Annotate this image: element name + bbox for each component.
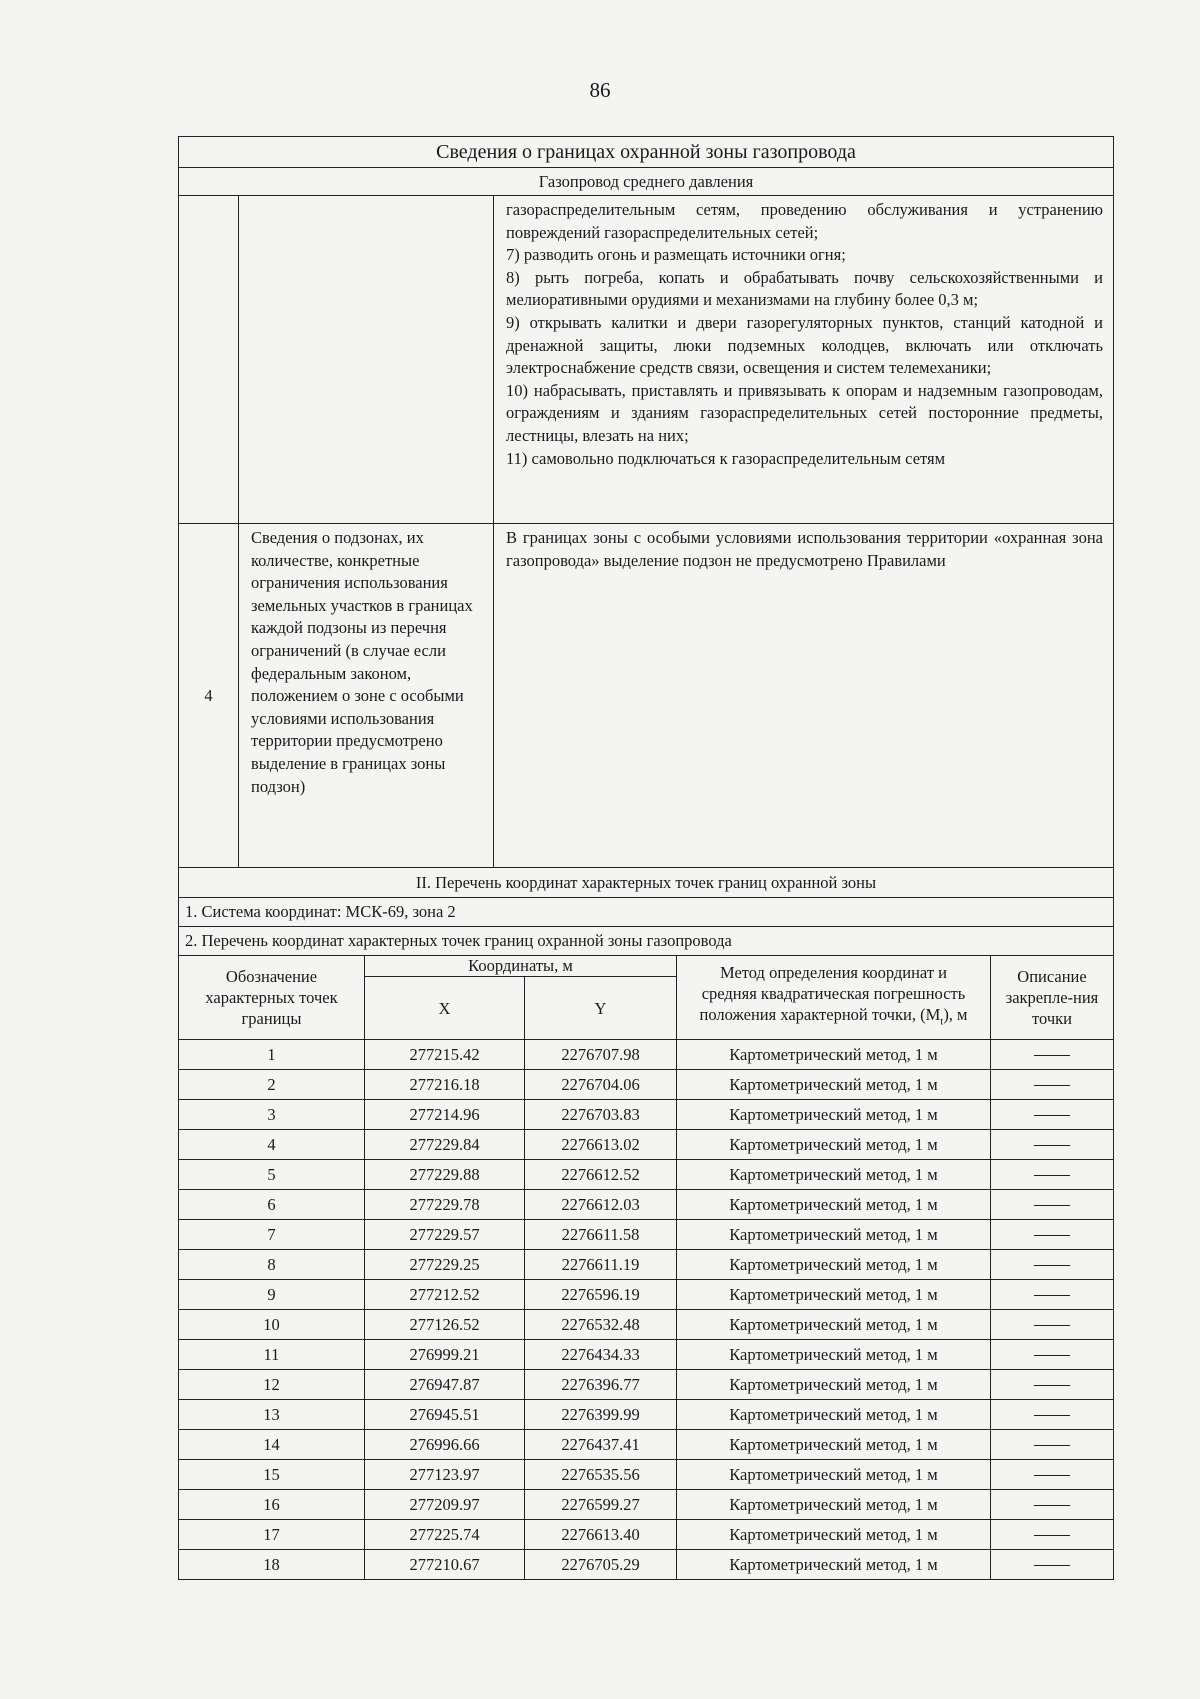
empty-dash [1034, 1355, 1070, 1356]
method-cell: Картометрический метод, 1 м [677, 1340, 991, 1370]
method-cell: Картометрический метод, 1 м [677, 1100, 991, 1130]
table-row [179, 1400, 1114, 1430]
x-coordinate-cell: 276947.87 [365, 1370, 525, 1400]
table-row [179, 1250, 1114, 1280]
method-cell: Картометрический метод, 1 м [677, 1040, 991, 1070]
x-coordinate-cell: 277229.78 [365, 1190, 525, 1220]
empty-dash [1034, 1145, 1070, 1146]
description-cell [991, 1490, 1114, 1520]
y-coordinate-cell: 2276599.27 [525, 1490, 677, 1520]
x-coordinate-cell: 277214.96 [365, 1100, 525, 1130]
y-coordinate-cell: 2276535.56 [525, 1460, 677, 1490]
x-coordinate-cell: 276999.21 [365, 1340, 525, 1370]
point-number-cell: 5 [179, 1160, 365, 1190]
y-coordinate-cell: 2276703.83 [525, 1100, 677, 1130]
description-cell [991, 1220, 1114, 1250]
description-cell [991, 1100, 1114, 1130]
y-coordinate-cell: 2276596.19 [525, 1280, 677, 1310]
page-number: 86 [589, 78, 611, 102]
header-method-end: ), м [943, 1005, 968, 1025]
table-row [179, 1280, 1114, 1310]
point-number-cell: 3 [179, 1100, 365, 1130]
empty-dash [1034, 1445, 1070, 1446]
point-number-cell: 15 [179, 1460, 365, 1490]
subzones-label-cell [239, 524, 494, 868]
coordinates-table [178, 867, 1114, 1580]
description-cell [991, 1370, 1114, 1400]
empty-dash [1034, 1475, 1070, 1476]
table-row [179, 1550, 1114, 1580]
x-coordinate-cell: 277123.97 [365, 1460, 525, 1490]
method-cell: Картометрический метод, 1 м [677, 1070, 991, 1100]
y-coordinate-cell: 2276532.48 [525, 1310, 677, 1340]
point-number-cell: 6 [179, 1190, 365, 1220]
point-number-cell: 16 [179, 1490, 365, 1520]
empty-dash [1034, 1535, 1070, 1536]
y-coordinate-cell: 2276704.06 [525, 1070, 677, 1100]
method-cell: Картометрический метод, 1 м [677, 1550, 991, 1580]
points-list-title: 2. Перечень координат характерных точек границ охранной зоны газопровода [179, 927, 1114, 956]
header-method-subscript: t [940, 1015, 944, 1028]
point-number-cell: 9 [179, 1280, 365, 1310]
restriction-item: газораспределительным сетям, проведению обслуживания и устранению повреждений газораспределительных сетей; [506, 200, 1103, 242]
table-row [179, 1070, 1114, 1100]
empty-dash [1034, 1265, 1070, 1266]
x-coordinate-cell: 277212.52 [365, 1280, 525, 1310]
restrictions-cell [494, 196, 1114, 524]
restriction-item: 9) открывать калитки и двери газорегуляторных пунктов, станций катодной и дренажной защиты, люки подземных колодцев, включать или отключать электроснабжение средств связи, освещения и систем телемеханики; [506, 312, 1103, 378]
subzones-text-cell [494, 524, 1114, 868]
table-row [179, 1460, 1114, 1490]
empty-dash [1034, 1325, 1070, 1326]
method-cell: Картометрический метод, 1 м [677, 1130, 991, 1160]
header-coordinates: Координаты, м [365, 956, 677, 977]
point-number-cell: 2 [179, 1070, 365, 1100]
empty-dash [1034, 1505, 1070, 1506]
subzones-label: Сведения о подзонах, их количестве, конкретные ограничения использования земельных участков в границах каждой подзоны из перечня ограничений (в случае если федеральным законом, положением о зоне с особыми условиями использования территории предусмотрено выделение в границах зоны подзон) [251, 528, 473, 796]
method-cell: Картометрический метод, 1 м [677, 1310, 991, 1340]
y-coordinate-cell: 2276399.99 [525, 1400, 677, 1430]
restriction-item: 8) рыть погреба, копать и обрабатывать почву сельскохозяйственными и мелиоративными орудиями и механизмами на глубину более 0,3 м; [506, 267, 1103, 310]
point-number-cell: 18 [179, 1550, 365, 1580]
y-coordinate-cell: 2276396.77 [525, 1370, 677, 1400]
description-cell [991, 1520, 1114, 1550]
zone-info-table [178, 136, 1114, 868]
header-description: Описание закрепле-ния точки [991, 956, 1114, 1040]
header-method [677, 956, 991, 1040]
empty-dash [1034, 1115, 1070, 1116]
restrictions-continuation-row [179, 196, 1114, 524]
table-row [179, 1490, 1114, 1520]
method-cell: Картометрический метод, 1 м [677, 1220, 991, 1250]
y-coordinate-cell: 2276434.33 [525, 1340, 677, 1370]
x-coordinate-cell: 277225.74 [365, 1520, 525, 1550]
y-coordinate-cell: 2276613.40 [525, 1520, 677, 1550]
point-number-cell: 7 [179, 1220, 365, 1250]
description-cell [991, 1340, 1114, 1370]
subzones-row [179, 524, 1114, 868]
description-cell [991, 1280, 1114, 1310]
description-cell [991, 1430, 1114, 1460]
empty-dash [1034, 1235, 1070, 1236]
description-cell [991, 1190, 1114, 1220]
restriction-item: 10) набрасывать, приставлять и привязывать к опорам и надземным газопроводам, ограждениям и зданиям газораспределительных сетей посторонние предметы, лестницы, влезать на них; [506, 380, 1103, 445]
header-y: Y [525, 977, 677, 1040]
description-cell [991, 1070, 1114, 1100]
description-cell [991, 1250, 1114, 1280]
table-row [179, 1370, 1114, 1400]
y-coordinate-cell: 2276611.19 [525, 1250, 677, 1280]
x-coordinate-cell: 277126.52 [365, 1310, 525, 1340]
x-coordinate-cell: 277229.25 [365, 1250, 525, 1280]
x-coordinate-cell: 277209.97 [365, 1490, 525, 1520]
description-cell [991, 1160, 1114, 1190]
empty-dash [1034, 1415, 1070, 1416]
method-cell: Картометрический метод, 1 м [677, 1280, 991, 1310]
document-subtitle: Газопровод среднего давления [179, 168, 1114, 196]
point-number-cell: 17 [179, 1520, 365, 1550]
table-row [179, 1160, 1114, 1190]
method-cell: Картометрический метод, 1 м [677, 1250, 991, 1280]
table-row [179, 1430, 1114, 1460]
method-cell: Картометрический метод, 1 м [677, 1430, 991, 1460]
method-cell: Картометрический метод, 1 м [677, 1190, 991, 1220]
point-number-cell: 14 [179, 1430, 365, 1460]
empty-dash [1034, 1175, 1070, 1176]
method-cell: Картометрический метод, 1 м [677, 1460, 991, 1490]
table-row [179, 1130, 1114, 1160]
row-number-cell: 4 [179, 524, 239, 868]
table-row [179, 1190, 1114, 1220]
y-coordinate-cell: 2276612.52 [525, 1160, 677, 1190]
document-sheet [178, 136, 1114, 1580]
x-coordinate-cell: 277229.84 [365, 1130, 525, 1160]
description-cell [991, 1040, 1114, 1070]
point-number-cell: 1 [179, 1040, 365, 1070]
x-coordinate-cell: 277216.18 [365, 1070, 525, 1100]
table-row [179, 1040, 1114, 1070]
method-cell: Картометрический метод, 1 м [677, 1160, 991, 1190]
description-cell [991, 1400, 1114, 1430]
y-coordinate-cell: 2276613.02 [525, 1130, 677, 1160]
document-title: Сведения о границах охранной зоны газопровода [179, 137, 1114, 168]
points-body [179, 1040, 1114, 1580]
table-row [179, 1520, 1114, 1550]
header-method-text: Метод определения координат и средняя квадратическая погрешность положения характерной точки, (M [699, 963, 966, 1025]
empty-dash [1034, 1565, 1070, 1566]
table-row [179, 1220, 1114, 1250]
row-number-cell [179, 196, 239, 524]
point-number-cell: 8 [179, 1250, 365, 1280]
point-number-cell: 4 [179, 1130, 365, 1160]
table-row [179, 1340, 1114, 1370]
point-number-cell: 13 [179, 1400, 365, 1430]
header-x: X [365, 977, 525, 1040]
point-number-cell: 12 [179, 1370, 365, 1400]
empty-dash [1034, 1205, 1070, 1206]
description-cell [991, 1130, 1114, 1160]
description-cell [991, 1460, 1114, 1490]
y-coordinate-cell: 2276707.98 [525, 1040, 677, 1070]
y-coordinate-cell: 2276437.41 [525, 1430, 677, 1460]
method-cell: Картометрический метод, 1 м [677, 1400, 991, 1430]
empty-dash [1034, 1385, 1070, 1386]
x-coordinate-cell: 277229.88 [365, 1160, 525, 1190]
table-row [179, 1310, 1114, 1340]
method-cell: Картометрический метод, 1 м [677, 1370, 991, 1400]
point-number-cell: 10 [179, 1310, 365, 1340]
restriction-item: 11) самовольно подключаться к газораспределительным сетям [506, 448, 946, 468]
header-point: Обозначение характерных точек границы [179, 956, 365, 1040]
x-coordinate-cell: 276996.66 [365, 1430, 525, 1460]
section-title: II. Перечень координат характерных точек границ охранной зоны [179, 868, 1114, 898]
description-cell [991, 1550, 1114, 1580]
subzones-text: В границах зоны с особыми условиями использования территории «охранная зона газопровода» выделение подзон не предусмотрено Правилами [506, 528, 1103, 570]
point-number-cell: 11 [179, 1340, 365, 1370]
empty-dash [1034, 1055, 1070, 1056]
restrictions-text [494, 196, 1113, 470]
x-coordinate-cell: 277229.57 [365, 1220, 525, 1250]
table-row [179, 1100, 1114, 1130]
y-coordinate-cell: 2276705.29 [525, 1550, 677, 1580]
description-cell [991, 1310, 1114, 1340]
x-coordinate-cell: 277210.67 [365, 1550, 525, 1580]
method-cell: Картометрический метод, 1 м [677, 1520, 991, 1550]
coordinate-system: 1. Система координат: МСК-69, зона 2 [179, 898, 1114, 927]
x-coordinate-cell: 277215.42 [365, 1040, 525, 1070]
empty-dash [1034, 1295, 1070, 1296]
method-cell: Картометрический метод, 1 м [677, 1490, 991, 1520]
x-coordinate-cell: 276945.51 [365, 1400, 525, 1430]
row-label-cell [239, 196, 494, 524]
y-coordinate-cell: 2276612.03 [525, 1190, 677, 1220]
empty-dash [1034, 1085, 1070, 1086]
y-coordinate-cell: 2276611.58 [525, 1220, 677, 1250]
restriction-item: 7) разводить огонь и размещать источники огня; [506, 245, 846, 265]
